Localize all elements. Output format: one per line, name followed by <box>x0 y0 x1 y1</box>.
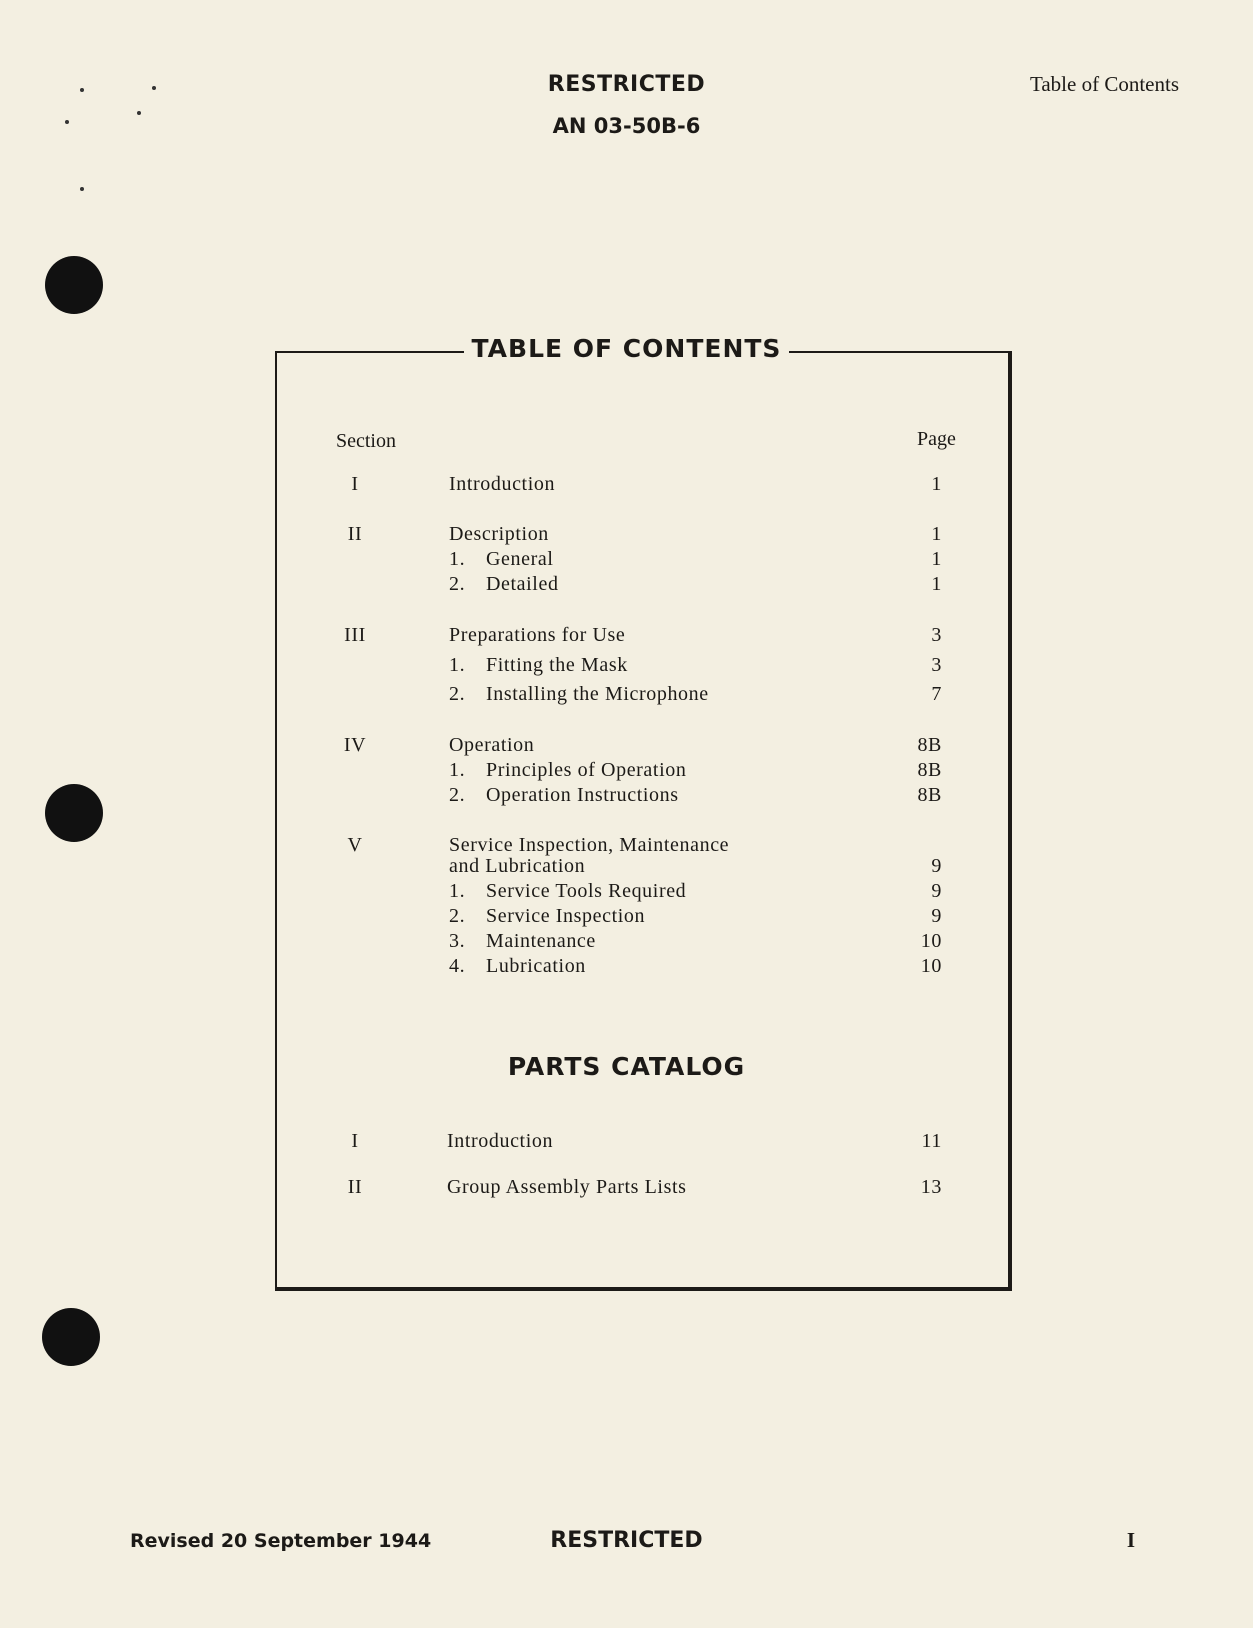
toc-entry-title: Operation <box>449 734 535 756</box>
toc-entry-page: 1 <box>931 573 942 595</box>
toc-entry-title: Introduction <box>449 473 556 495</box>
parts-entry-section: I <box>351 1130 359 1152</box>
toc-entry-title: Maintenance <box>486 930 596 952</box>
toc-entry <box>275 473 1012 499</box>
header-section-ref: Table of Contents <box>1030 72 1179 96</box>
toc-col-section: Section <box>336 430 396 452</box>
toc-entry-number: 1. <box>449 548 466 570</box>
parts-entry-title: Introduction <box>447 1130 554 1152</box>
parts-entry <box>275 1130 1012 1156</box>
footer-page-number: I <box>1126 1528 1135 1552</box>
toc-entry-title: Service Inspection, Maintenance <box>449 834 730 856</box>
toc-entry-number: 1. <box>449 654 466 676</box>
toc-entry <box>275 855 1012 881</box>
binder-hole-top <box>45 256 103 314</box>
scan-speck <box>80 187 84 191</box>
toc-entry <box>275 880 1012 906</box>
toc-title: TABLE OF CONTENTS <box>0 334 1253 363</box>
toc-entry <box>275 573 1012 599</box>
header-doc-number: AN 03-50B-6 <box>552 114 701 138</box>
toc-entry <box>275 683 1012 709</box>
toc-entry-page: 1 <box>931 473 942 495</box>
toc-entry <box>275 654 1012 680</box>
toc-entry-title: Preparations for Use <box>449 624 626 646</box>
toc-entry-section: IV <box>343 734 367 756</box>
toc-entry-page: 8B <box>917 734 942 756</box>
toc-entry <box>275 955 1012 981</box>
toc-entry-title: Detailed <box>486 573 559 595</box>
toc-entry-section: V <box>347 834 363 856</box>
toc-entry-title: and Lubrication <box>449 855 586 877</box>
binder-hole-bottom <box>42 1308 100 1366</box>
toc-entry-page: 7 <box>931 683 942 705</box>
toc-entry <box>275 624 1012 650</box>
toc-entry-section: III <box>344 624 366 646</box>
toc-entry <box>275 905 1012 931</box>
toc-entry-page: 9 <box>931 880 942 902</box>
toc-entry-page: 1 <box>931 523 942 545</box>
binder-hole-middle <box>45 784 103 842</box>
toc-entry-title: Principles of Operation <box>486 759 687 781</box>
parts-catalog-title: PARTS CATALOG <box>507 1052 746 1081</box>
toc-entry-number: 1. <box>449 759 466 781</box>
toc-entry-page: 3 <box>931 624 942 646</box>
toc-col-page: Page <box>917 428 956 450</box>
toc-entry-title: Installing the Microphone <box>486 683 709 705</box>
toc-entry-title: Operation Instructions <box>486 784 679 806</box>
toc-entry-page: 8B <box>917 759 942 781</box>
toc-entry-number: 2. <box>449 683 466 705</box>
parts-entry-page: 11 <box>921 1130 942 1152</box>
toc-entry-title: Service Tools Required <box>486 880 687 902</box>
toc-entry-title: Service Inspection <box>486 905 646 927</box>
toc-entry <box>275 784 1012 810</box>
toc-entry-page: 10 <box>920 930 942 952</box>
toc-entry-page: 10 <box>920 955 942 977</box>
toc-entry-number: 2. <box>449 905 466 927</box>
toc-entry-page: 9 <box>931 855 942 877</box>
parts-entry <box>275 1176 1012 1202</box>
parts-entry-page: 13 <box>920 1176 942 1198</box>
toc-entry-number: 2. <box>449 573 466 595</box>
toc-entry <box>275 734 1012 760</box>
toc-entry-title: General <box>486 548 554 570</box>
toc-entry-number: 3. <box>449 930 466 952</box>
toc-entry-number: 1. <box>449 880 466 902</box>
toc-entry-number: 2. <box>449 784 466 806</box>
toc-entry <box>275 523 1012 549</box>
toc-entry-page: 3 <box>931 654 942 676</box>
parts-entry-title: Group Assembly Parts Lists <box>447 1176 687 1198</box>
toc-entry-title: Description <box>449 523 549 545</box>
footer-classification: RESTRICTED <box>550 1528 703 1553</box>
toc-entry <box>275 759 1012 785</box>
footer-revised-date: Revised 20 September 1944 <box>130 1530 432 1552</box>
toc-entry-title: Fitting the Mask <box>486 654 628 676</box>
toc-entry <box>275 930 1012 956</box>
toc-entry-section: I <box>351 473 359 495</box>
toc-entry-title: Lubrication <box>486 955 586 977</box>
parts-entry-section: II <box>347 1176 363 1198</box>
toc-entry-section: II <box>347 523 363 545</box>
toc-entry-page: 8B <box>917 784 942 806</box>
toc-entry-page: 9 <box>931 905 942 927</box>
header-classification: RESTRICTED <box>547 72 706 97</box>
toc-entry-number: 4. <box>449 955 466 977</box>
toc-entry-page: 1 <box>931 548 942 570</box>
toc-entry <box>275 548 1012 574</box>
